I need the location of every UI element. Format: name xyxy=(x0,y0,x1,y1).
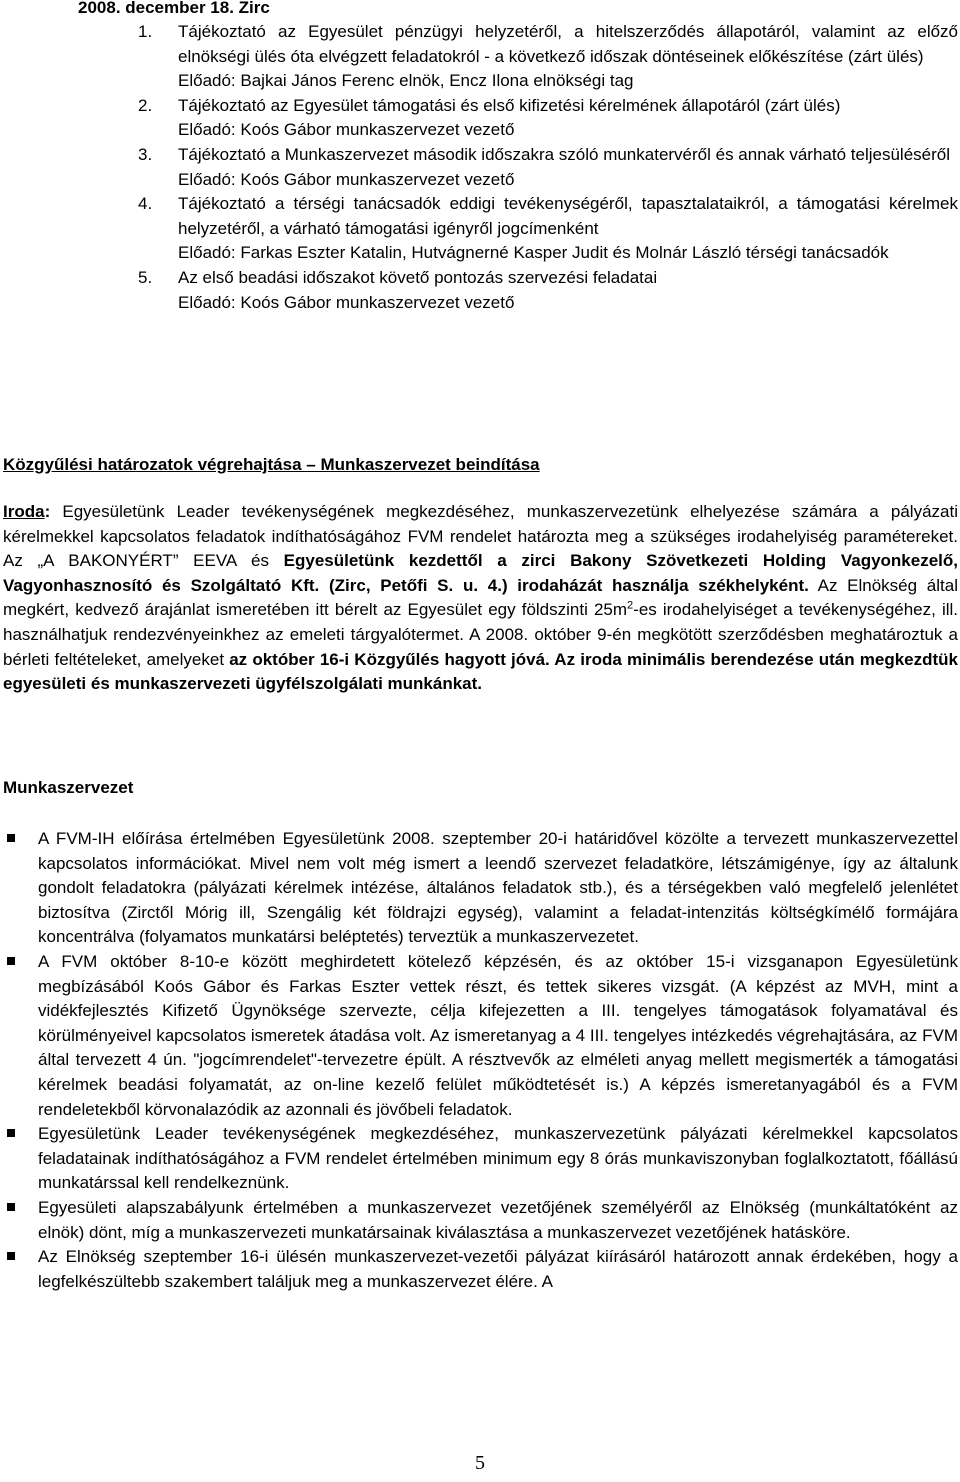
square-bullet-icon xyxy=(7,1203,15,1211)
agenda-item-text: Tájékoztató a térségi tanácsadók eddigi tevékenységéről, tapasztalataikról, a támogatási kérelmek helyzetéről, a várható támogatási igényről jogcímenként xyxy=(178,194,958,238)
agenda-item xyxy=(136,143,958,192)
iroda-bold-1: Egyesületünk kezdettől a zirci Bakony Szövetkezeti Holding Vagyonkezelő, Vagyonhasznosító és Szolgáltató Kft. (Zirc, Petőfi S. u. 4.) irodaházát használja székhelyként. xyxy=(3,551,958,595)
bullet-text: Egyesületünk Leader tevékenységének megkezdéséhez, munkaszervezetünk pályázati kérelmekkel kapcsolatos feladatainak indíthatóságához a FVM rendelet értelmében minimum egy 8 órás munkaviszonyban foglalkoztatott, főállású munkatárssal kell rendelkeznünk. xyxy=(38,1124,958,1193)
bullet-text: A FVM-IH előírása értelmében Egyesületünk 2008. szeptember 20-i határidővel közölte a tervezett munkaszervezettel kapcsolatos információkat. Mivel nem volt még ismert a leendő szervezet feladatköre, létszámigénye, így az általunk gondolt feladatokra (pályázati kérelmek intézése, általános feladatok stb.), és a térségekben való megfelelő jelenlétet biztosítva (Zirctől Mórig ill, Szengálig két földrajzi egység), valamint a feladat-intenzitás költségkímélő formájára koncentrálva (folyamatos munkatársi beléptetés) terveztük a munkaszervezetet. xyxy=(38,829,958,947)
iroda-bold-2: az október 16-i Közgyűlés hagyott jóvá. Az iroda minimális berendezése után megkezdtük egyesületi és munkaszervezeti ügyfélszolgálati munkánkat. xyxy=(3,649,958,694)
bullet-item xyxy=(3,1245,958,1294)
agenda-item-text: Tájékoztató az Egyesület támogatási és első kifizetési kérelmének állapotáról (zárt ülés) xyxy=(178,95,841,115)
agenda-item-number: 1. xyxy=(138,22,153,41)
iroda-label: Iroda xyxy=(3,502,45,521)
square-bullet-icon xyxy=(7,1252,15,1260)
agenda-item-number: 2. xyxy=(138,95,153,115)
agenda-item-presenter: Előadó: Koós Gábor munkaszervezet vezető xyxy=(178,292,515,312)
iroda-superscript: 2 xyxy=(627,599,634,612)
iroda-text-1: Egyesületünk Leader tevékenységének megkezdéséhez, munkaszervezetünk elhelyezése számára a pályázati kérelmekkel kapcsolatos feladatok indíthatóságához FVM rendelet határozta meg a szükséges irodahelyiség paramétereket. Az „A BAKONYÉRT” EEVA és xyxy=(3,502,958,571)
agenda-item-number: 3. xyxy=(138,144,153,164)
agenda-item xyxy=(136,94,958,143)
munkaszervezet-bullet-list xyxy=(3,827,958,1294)
square-bullet-icon xyxy=(7,834,15,842)
iroda-paragraph xyxy=(3,500,958,697)
bullet-text: A FVM október 8-10-e között meghirdetett kötelező képzésén, és az október 15-i vizsganapon Egyesületünk megbízásából Koós Gábor és Farkas Eszter vettek részt, és tettek sikeres vizsgát. (A képzést az MVH, mint a vidékfejlesztés Kifizető Ügynöksége szervezte, célja kifejezetten a III. tengelyes támogatások folyamatával és körülményeivel kapcsolatos ismeretek átadása volt. Az ismeretanyag a 4 III. tengelyes intézkedés végrehajtására, az FVM által tervezett 4 ún. "jogcímrendelet"-tervezetre épült. A résztvevők az elméleti anyag mellett megismerték a támogatási kérelmek beadási folyamatát, az on-line kezelő felület működtetését is.) A képzés ismeretanyagából és a FVM rendeletekből körvonalazódik az azonnali és jövőbeli feladatok. xyxy=(38,951,958,1119)
bullet-item xyxy=(3,1122,958,1196)
agenda-item-presenter: Előadó: Bajkai János Ferenc elnök, Encz Ilona elnökségi tag xyxy=(178,71,634,91)
agenda-item-text: Tájékoztató az Egyesület pénzügyi helyzetéről, a hitelszerződés állapotáról, valamint az előző elnökségi ülés óta elvégzett feladatokról - a következő időszak döntéseinek előkészítése (zárt ülés) xyxy=(178,22,958,66)
iroda-text-2: Az Elnökség által megkért, kedvező árajánlat ismeretében itt bérelt az Egyesület egy földszinti 25m xyxy=(3,575,958,620)
agenda-item-text: Az első beadási időszakot követő pontozás szervezési feladatai xyxy=(178,267,658,287)
munkaszervezet-heading: Munkaszervezet xyxy=(3,778,134,797)
agenda-item xyxy=(136,266,958,315)
agenda-item-presenter: Előadó: Koós Gábor munkaszervezet vezető xyxy=(178,120,515,140)
bullet-item xyxy=(3,1196,958,1245)
iroda-colon: : xyxy=(44,502,51,521)
square-bullet-icon xyxy=(7,1129,15,1137)
meeting-date-heading: 2008. december 18. Zirc xyxy=(78,0,270,17)
bullet-text: Az Elnökség szeptember 16-i ülésén munkaszervezet-vezetői pályázat kiírásáról határozott annak érdekében, hogy a legfelkészültebb szakembert találjuk meg a munkaszervezet élére. A xyxy=(38,1247,958,1291)
iroda-text-3: -es irodahelyiséget a tevékenységéhez, ill. használhatjuk rendezvényeinkhez az emeleti tárgyalótermet. A 2008. október 9-én megkötött szerződésben meghatároztuk a bérleti feltételeket, amelyeket xyxy=(3,600,958,669)
bullet-item xyxy=(3,950,958,1122)
bullet-item xyxy=(3,827,958,950)
square-bullet-icon xyxy=(7,957,15,965)
agenda-item-number: 5. xyxy=(138,267,153,287)
agenda-list xyxy=(136,20,958,315)
bullet-text: Egyesületi alapszabályunk értelmében a munkaszervezet vezetőjének személyéről az Elnökség (munkáltatóként az elnök) dönt, míg a munkaszervezeti munkatársainak kiválasztása a munkaszervezet vezetőjének hatásköre. xyxy=(38,1197,958,1242)
agenda-item xyxy=(136,192,958,266)
agenda-item-presenter: Előadó: Koós Gábor munkaszervezet vezető xyxy=(178,169,515,189)
agenda-item xyxy=(136,20,958,94)
agenda-item-text: Tájékoztató a Munkaszervezet második időszakra szóló munkatervéről és annak várható teljesüléséről xyxy=(178,144,950,164)
section-heading: Közgyűlési határozatok végrehajtása – Munkaszervezet beindítása xyxy=(3,455,540,474)
agenda-item-presenter: Előadó: Farkas Eszter Katalin, Hutvágnerné Kasper Judit és Molnár László térségi tanácsadók xyxy=(178,243,889,263)
agenda-item-number: 4. xyxy=(138,194,153,214)
page-number: 5 xyxy=(475,1452,485,1474)
